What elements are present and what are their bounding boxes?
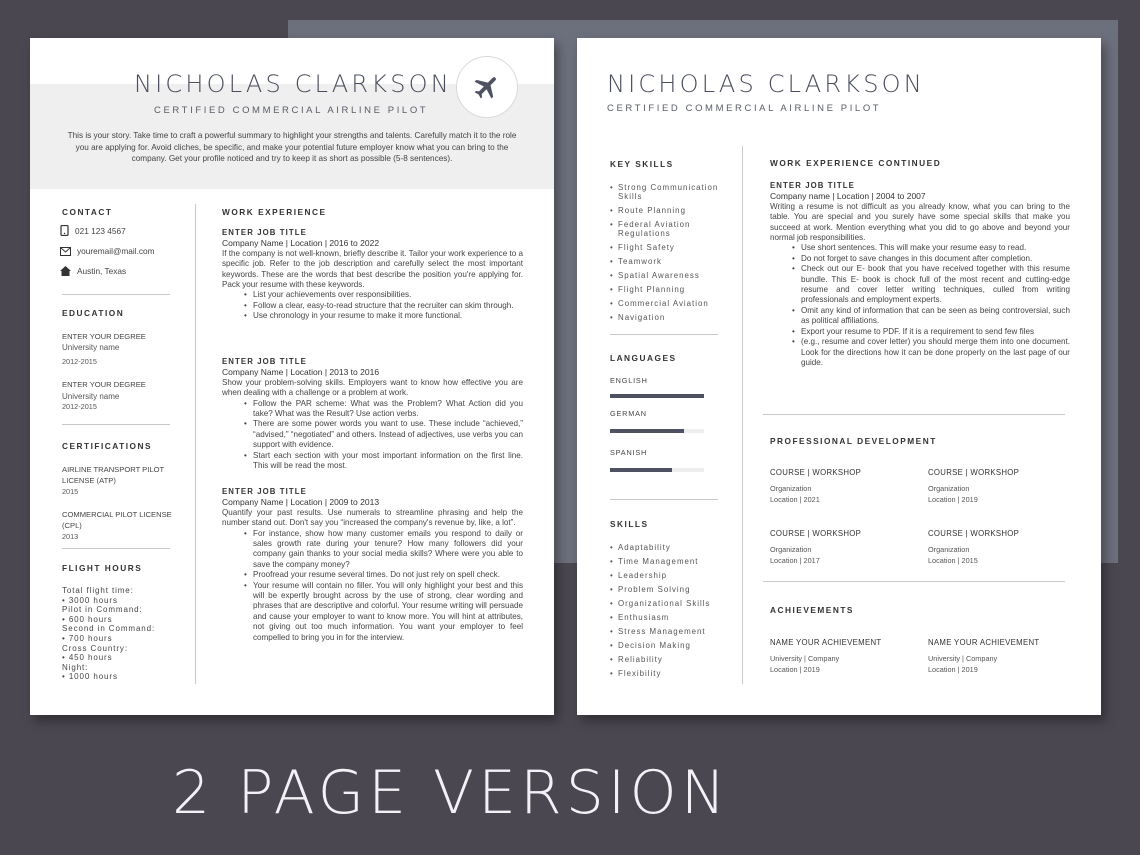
skill-item: • Stress Management [610, 627, 740, 636]
job-description: Writing a resume is not difficult as you already know, what you can bring to the table. You are special and you surely have some special skills that make you succeed at work. Mention everything what you did to go above and beyond your normal job responsibilities. [770, 201, 1070, 243]
skill-item: • Federal Aviation Regulations [610, 220, 740, 238]
achievement-title: NAME YOUR ACHIEVEMENT [928, 638, 1040, 647]
achievement-meta: Location | 2019 [928, 665, 978, 674]
flight-hours-list [62, 586, 155, 682]
email-text[interactable]: youremail@mail.com [77, 246, 155, 256]
skill-item: • Reliability [610, 655, 740, 664]
skill-item: • Commercial Aviation [610, 299, 740, 308]
mail-icon [60, 247, 71, 256]
divider [763, 581, 1065, 582]
language-name: GERMAN [610, 409, 647, 418]
airplane-badge [456, 56, 518, 118]
job-company: Company Name | Location | 2013 to 2016 [222, 367, 380, 378]
job-bullet: • Use chronology in your resume to make it more functional. [253, 311, 523, 321]
skill-item: • Strong Communication Skills [610, 183, 740, 201]
hours-line: Second in Command: [62, 624, 156, 634]
achievements-heading: ACHIEVEMENTS [770, 605, 854, 615]
course-title: COURSE | WORKSHOP [770, 529, 862, 538]
job-bullet: • List your achievements over responsibilities. [253, 290, 523, 300]
job-entry [222, 357, 523, 471]
skill-item: • Problem Solving [610, 585, 740, 594]
divider [610, 499, 718, 500]
course-meta: Location | 2015 [928, 556, 978, 565]
language-bar [610, 394, 704, 398]
language-name: SPANISH [610, 448, 648, 457]
course-org: Organization [928, 545, 970, 554]
hours-line: • 450 hours [62, 653, 113, 663]
language-fill [610, 429, 684, 433]
years-2: 2012-2015 [62, 402, 97, 411]
job-bullets [801, 243, 1070, 368]
resume-name: NICHOLAS CLARKSON [134, 70, 452, 98]
cert-1-year: 2015 [62, 487, 79, 496]
skills-list [610, 543, 740, 683]
skills-heading: SKILLS [610, 519, 649, 529]
degree-2: ENTER YOUR DEGREE [62, 380, 146, 389]
course-org: Organization [770, 545, 812, 554]
phone-text: 021 123 4567 [75, 225, 126, 236]
job-entry [222, 228, 523, 322]
cert-2-line-1: COMMERCIAL PILOT LICENSE [62, 510, 172, 519]
course-title: COURSE | WORKSHOP [770, 468, 862, 477]
job-title: ENTER JOB TITLE [770, 181, 855, 190]
job-bullet: • Omit any kind of information that can be seen as being controversial, such as political affiliations. [801, 306, 1070, 327]
hours-line: • 3000 hours [62, 595, 118, 605]
hours-line: Pilot in Command: [62, 605, 143, 615]
skill-item: • Leadership [610, 571, 740, 580]
hours-line: • 1000 hours [62, 672, 118, 682]
hours-line: Total flight time: [62, 586, 134, 595]
job-company: Company name | Location | 2004 to 2007 [770, 191, 926, 202]
language-bar [610, 429, 704, 433]
summary-text: This is your story. Take time to craft a powerful summary to highlight your strengths and talents. Carefully match it to the role you are applying for. Avoid cliches, be specific, and make your potential future employer know what you can bring to the company. Get your profile noticed and try to keep it as short as possible (5-8 sentences). [67, 131, 517, 163]
skill-item: • Flight Planning [610, 285, 740, 294]
resume-name: NICHOLAS CLARKSON [607, 70, 925, 98]
course-meta: Location | 2021 [770, 495, 820, 504]
achievement-title: NAME YOUR ACHIEVEMENT [770, 638, 882, 647]
job-company: Company Name | Location | 2009 to 2013 [222, 497, 380, 508]
flight-hours-heading: FLIGHT HOURS [62, 563, 143, 573]
job-bullets [253, 529, 523, 643]
home-icon [60, 266, 71, 276]
hours-line: • 700 hours [62, 633, 113, 643]
job-bullet: • There are some power words you want to use. These include “achieved,” “advised,” “negotiated” and others. Instead of adjectives, use verbs you can support with evidence. [253, 419, 523, 450]
job-company: Company Name | Location | 2016 to 2022 [222, 238, 380, 249]
cert-1-line-2: LICENSE (ATP) [62, 476, 116, 485]
languages-heading: LANGUAGES [610, 353, 677, 363]
achievement-org: University | Company [770, 654, 840, 663]
phone-icon [60, 225, 69, 236]
job-bullet: • For instance, show how many customer emails you respond to daily or sales growth rate during your tenure? How many followers did your company gain thanks to your social media skills? Where were you able to save the company money? [253, 529, 523, 571]
cert-2-year: 2013 [62, 532, 79, 541]
contact-phone [60, 225, 126, 236]
divider [763, 414, 1065, 415]
course-org: Organization [770, 484, 812, 493]
cert-1-line-1: AIRLINE TRANSPORT PILOT [62, 465, 165, 474]
skill-item: • Time Management [610, 557, 740, 566]
job-description: Quantify your past results. Use numerals to streamline phrasing and help the number stand out. Don't say you “increased the company's revenue by, like, a lot”. [222, 507, 523, 528]
hours-line: • 600 hours [62, 614, 113, 624]
location-text: Austin, Texas [77, 266, 127, 276]
hours-line: Cross Country: [62, 643, 128, 653]
job-bullet: • Export your resume to PDF. If it is a requirement to send few files [801, 327, 1070, 337]
column-divider [742, 146, 743, 684]
skill-item: • Flight Safety [610, 243, 740, 252]
divider [610, 334, 718, 335]
job-title: ENTER JOB TITLE [222, 228, 307, 237]
job-bullet: • Proofread your resume several times. Do not just rely on spell check. [253, 570, 523, 580]
divider [62, 424, 170, 425]
key-skills-heading: KEY SKILLS [610, 159, 674, 169]
resume-title: CERTIFIED COMMERCIAL AIRLINE PILOT [607, 103, 882, 114]
contact-heading: CONTACT [62, 207, 113, 217]
job-description: Show your problem-solving skills. Employers want to know how effective you are when dealing with a challenge or a problem at work. [222, 377, 523, 398]
certifications-heading: CERTIFICATIONS [62, 441, 152, 451]
job-bullet: • Follow the PAR scheme: What was the Problem? What Action did you take? What was the Result? Use action verbs. [253, 399, 523, 420]
job-bullet: • Use short sentences. This will make your resume easy to read. [801, 243, 1070, 253]
job-entry [770, 181, 1070, 368]
degree-1: ENTER YOUR DEGREE [62, 332, 146, 341]
skill-item: • Teamwork [610, 257, 740, 266]
job-bullet: • (e.g., resume and cover letter) you should merge them into one document. Look for the directions how it can be done properly on the last page of our guide. [801, 337, 1070, 368]
job-description: If the company is not well-known, briefly describe it. Tailor your work experience to a specific job. Refer to the job description and carefully select the most important keywords. These are the words that best describe the position you're applying for. Pack your resume with these keywords. [222, 248, 523, 290]
contact-location [60, 266, 126, 276]
skill-item: • Enthusiasm [610, 613, 740, 622]
skill-item: • Organizational Skills [610, 599, 740, 608]
column-divider [195, 204, 196, 684]
school-2: University name [62, 392, 120, 401]
job-bullets [253, 290, 523, 321]
years-1: 2012-2015 [62, 357, 97, 366]
skill-item: • Navigation [610, 313, 740, 322]
cert-2-line-2: (CPL) [62, 521, 82, 530]
work-continued-heading: WORK EXPERIENCE CONTINUED [770, 158, 942, 168]
job-bullet: • Do not forget to save changes in this document after completion. [801, 254, 1070, 264]
job-bullet: • Your resume will contain no filler. You will only highlight your best and this will be expertly brought across by the use of strong, clear wording and phrases that are descriptive and colorful. Your resume writing will persuade and cause your employer to want to know more. You will hint at attributes, not giving out too much information. You want your employer to feel compelled to bring you in for the interview. [253, 581, 523, 643]
job-bullets [253, 399, 523, 472]
skill-item: • Route Planning [610, 206, 740, 215]
education-heading: EDUCATION [62, 308, 125, 318]
skill-item: • Decision Making [610, 641, 740, 650]
contact-email [60, 246, 155, 256]
key-skills-list [610, 183, 740, 327]
job-title: ENTER JOB TITLE [222, 487, 307, 496]
skill-item: • Spatial Awareness [610, 271, 740, 280]
professional-development-heading: PROFESSIONAL DEVELOPMENT [770, 436, 937, 446]
course-org: Organization [928, 484, 970, 493]
job-bullet: • Follow a clear, easy-to-read structure that the recruiter can skim through. [253, 301, 523, 311]
skill-item: • Adaptability [610, 543, 740, 552]
resume-page-1 [30, 38, 554, 715]
course-meta: Location | 2017 [770, 556, 820, 565]
achievement-org: University | Company [928, 654, 998, 663]
job-entry [222, 487, 523, 643]
school-1: University name [62, 343, 120, 352]
course-meta: Location | 2019 [928, 495, 978, 504]
banner-title: 2 PAGE VERSION [172, 758, 730, 828]
language-fill [610, 468, 672, 472]
achievement-meta: Location | 2019 [770, 665, 820, 674]
divider [62, 548, 170, 549]
job-bullet: • Check out our E- book that you have received together with this resume bundle. This E- book is chock full of the most recent and cutting-edge resume and cover letter writing techniques, culled from writing professionals and employment experts. [801, 264, 1070, 306]
hours-line: Night: [62, 662, 89, 672]
course-title: COURSE | WORKSHOP [928, 529, 1020, 538]
work-heading: WORK EXPERIENCE [222, 207, 327, 217]
skill-item: • Flexibility [610, 669, 740, 678]
language-name: ENGLISH [610, 376, 648, 385]
resume-page-2 [577, 38, 1101, 715]
resume-title: CERTIFIED COMMERCIAL AIRLINE PILOT [154, 105, 429, 116]
language-fill [610, 394, 704, 398]
job-bullet: • Start each section with your most important information on the first line. This will be read the most. [253, 451, 523, 472]
divider [62, 294, 170, 295]
language-bar [610, 468, 704, 472]
job-title: ENTER JOB TITLE [222, 357, 307, 366]
course-title: COURSE | WORKSHOP [928, 468, 1020, 477]
airplane-icon [472, 72, 502, 102]
